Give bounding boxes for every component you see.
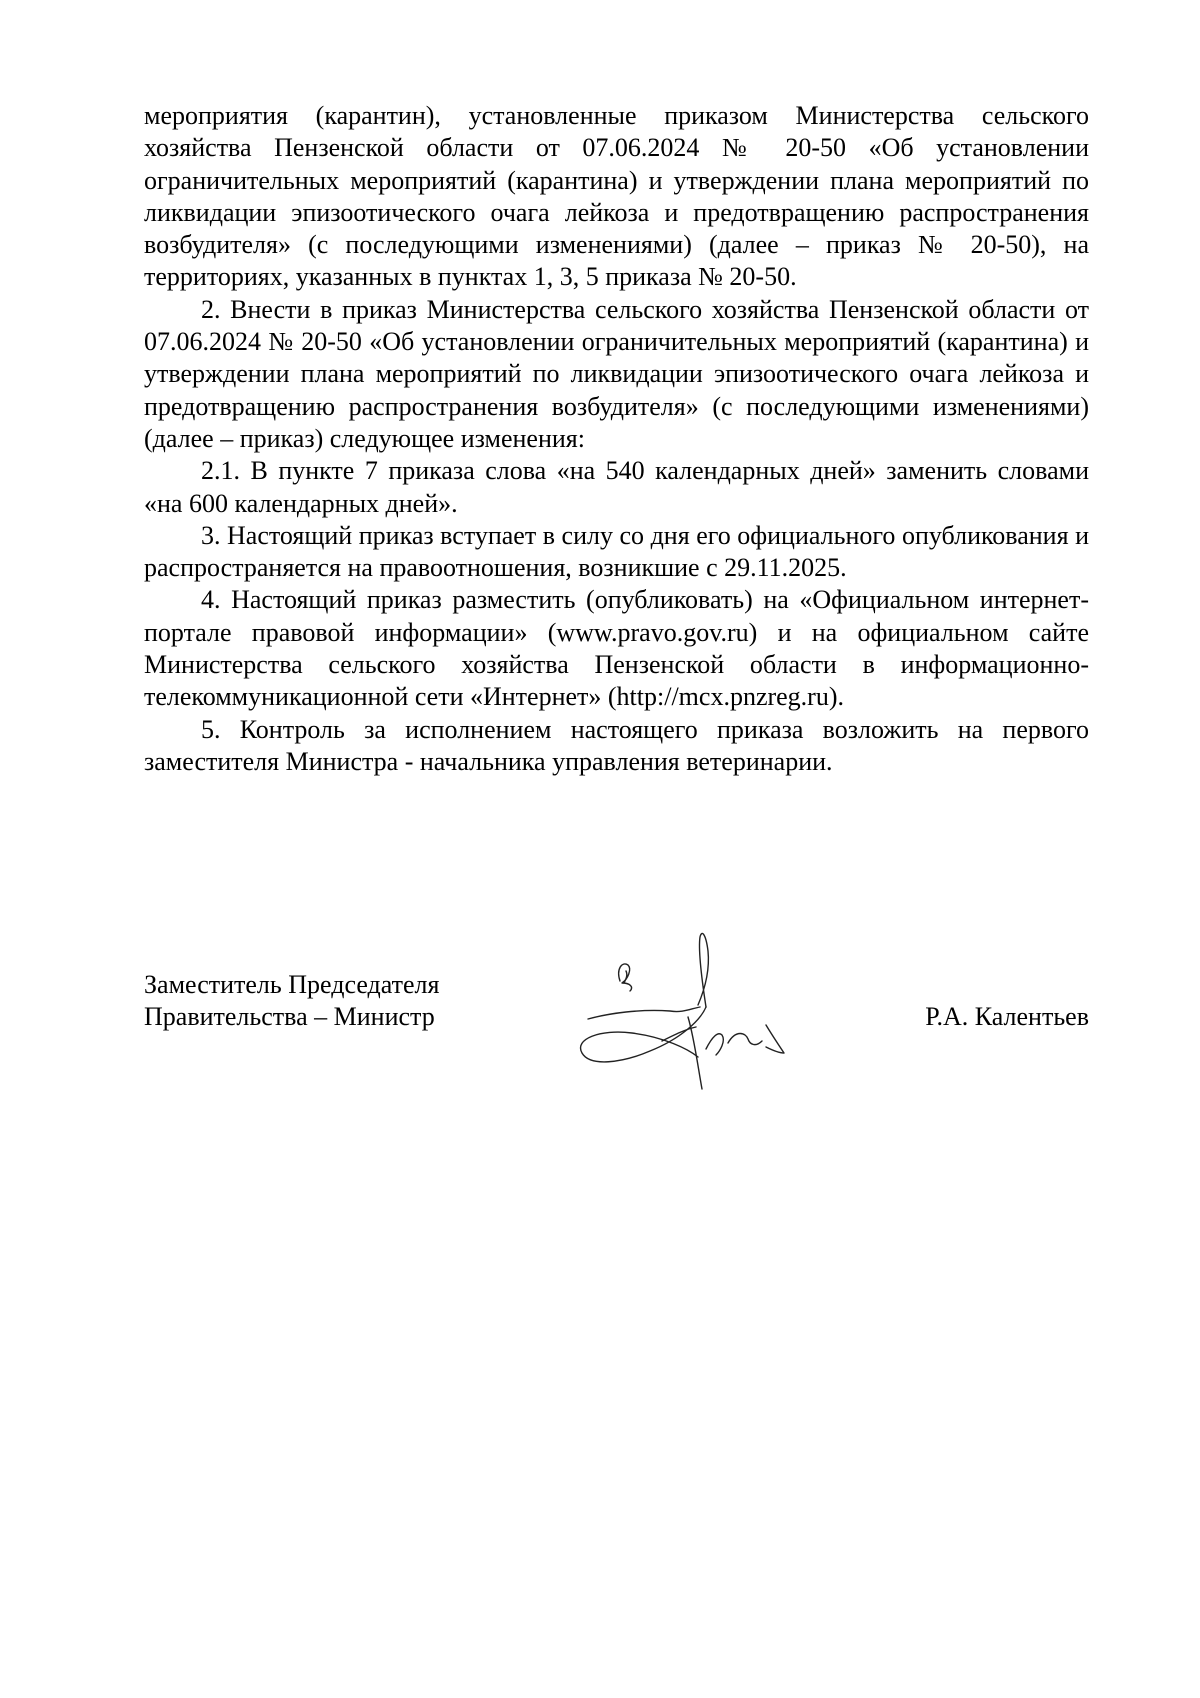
paragraph-item-4: 4. Настоящий приказ разместить (опубликовать) на «Официальном интернет-портале правовой информации» (www.pravo.gov.ru) и на официальном сайте Министерства сельского хозяйства Пензенской области в информационно-телекоммуникационной сети «Интернет» (http://mcx.pnzreg.ru).: [144, 585, 1089, 712]
signatory-title-line-1: Заместитель Председателя: [144, 970, 440, 999]
paragraph-item-3: 3. Настоящий приказ вступает в силу со дня его официального опубликования и распространяется на правоотношения, возникшие с 29.11.2025.: [144, 520, 1089, 583]
paragraph-continuation: мероприятия (карантин), установленные приказом Министерства сельского хозяйства Пензенской области от 07.06.2024 № 20-50 «Об установлении ограничительных мероприятий (карантина) и утверждении плана мероприятий по ликвидации эпизоотического очага лейкоза и предотвращению распространения возбудителя» (с последующими изменениями) (далее – приказ № 20-50), на территориях, указанных в пунктах 1, 3, 5 приказа № 20-50.: [144, 101, 1089, 292]
paragraph-item-5: 5. Контроль за исполнением настоящего приказа возложить на первого заместителя Министра - начальника управления ветеринарии.: [144, 714, 1089, 776]
paragraph-item-2-1: 2.1. В пункте 7 приказа слова «на 540 календарных дней» заменить словами «на 600 календарных дней».: [144, 456, 1089, 518]
document-body: [144, 100, 1089, 778]
signatory-title: [144, 969, 439, 1034]
signatory-name: Р.А. Калентьев: [925, 1002, 1089, 1031]
paragraph-item-2: 2. Внести в приказ Министерства сельского хозяйства Пензенской области от 07.06.2024 № 20-50 «Об установлении ограничительных мероприятий (карантина) и утверждении плана мероприятий по ликвидации эпизоотического очага лейкоза и предотвращению распространения возбудителя» (с последующими изменениями) (далее – приказ) следующее изменения:: [144, 294, 1089, 453]
handwritten-signature: [570, 921, 820, 1091]
signatory-title-line-2: Правительства – Министр: [144, 1002, 435, 1032]
